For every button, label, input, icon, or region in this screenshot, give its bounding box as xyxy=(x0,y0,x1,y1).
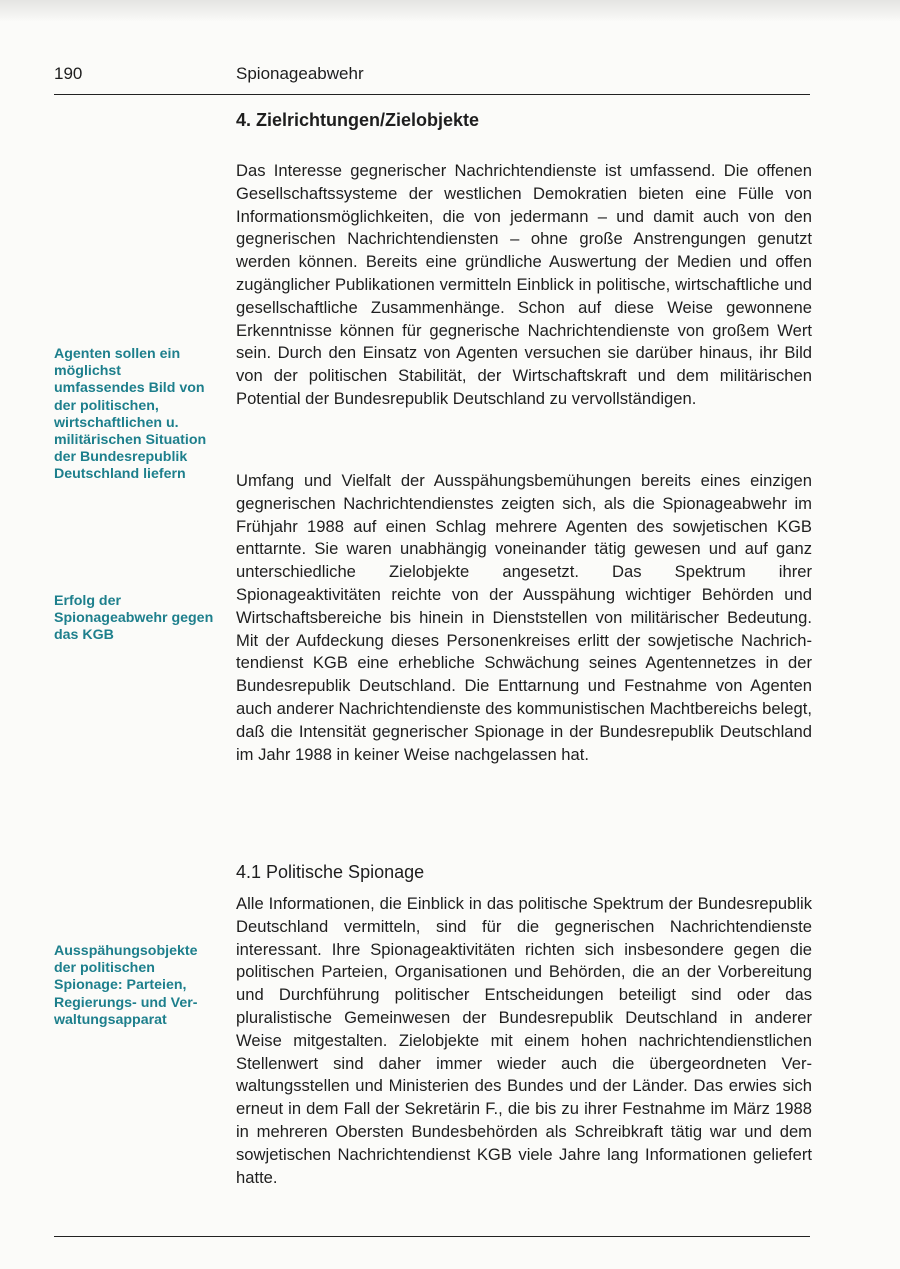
body-paragraph-2: Umfang und Vielfalt der Ausspähungsbemühungen bereits eines einzigen gegnerischen Nachrichtendienstes zeigten sich, als die Spionageabwehr im Frühjahr 1988 auf einen Schlag mehrere Agenten des sowjetischen KGB enttarnte. Sie waren unabhängig voneinander tätig gewesen und auf ganz unterschiedliche Zielobjekte angesetzt. Das Spektrum ihrer Spionageaktivitäten reichte von der Ausspähung wichtiger Behörden und Wirtschaftsbereiche bis hinein in Dienststellen von militärischer Bedeutung. Mit der Aufdeckung dieses Personenkreises erlitt der sowjetische Nachrichtendienst KGB eine erhebliche Schwächung seines Agentennetzes in der Bundesrepublik Deutschland. Die Enttarnung und Festnahme von Agenten auch anderer Nachrichtendienste des kommunistischen Machtbereichs belegt, daß die Intensität gegnerischer Spionage in der Bundesrepublik Deutschland im Jahr 1988 in keiner Weise nachgelassen hat. xyxy=(236,471,812,764)
margin-note-kgb-success: Erfolg der Spionageabwehr gegen das KGB xyxy=(54,593,214,644)
header-rule xyxy=(54,94,810,95)
margin-note-agents: Agenten sollen ein möglichst umfassendes Bild von der politischen, wirtschaftlichen u. militärischen Situation der Bundesrepublik Deutschland liefern xyxy=(54,346,207,483)
margin-note-political-targets: Ausspähungsobjekte der politischen Spionage: Parteien, Regierungs- und Verwaltungsapparat xyxy=(54,943,198,1028)
section-title: 4. Zielrichtungen/Zielobjekte xyxy=(236,110,480,130)
footer-rule xyxy=(54,1236,810,1237)
body-paragraph-3: Alle Informationen, die Einblick in das politische Spektrum der Bundesrepublik Deutschland vermitteln, sind für die gegnerischen Nachrichtendienste interessant. Ihre Spionageaktivitäten richten sich insbesondere gegen die politischen Parteien, Organisationen und Behörden, die an der Vorbereitung und Durchführung politischer Entscheidungen beteiligt sind oder das pluralistische Gemeinwesen der Bundesrepublik Deutschland in anderer Weise mitgestalten. Zielobjekte mit einem hohen nachrichtendienstlichen Stellenwert sind daher immer wieder auch die übergeordneten Verwaltungsstellen und Ministerien des Bundes und der Länder. Das erwies sich erneut in dem Fall der Sekretärin F., die bis zu ihrer Festnahme im März 1988 in mehreren Obersten Bundesbehörden als Schreibkraft tätig war und dem sowjetischen Nachrichtendienst KGB viele Jahre lang Informationen geliefert hatte. xyxy=(236,894,812,1187)
page-number: 190 xyxy=(54,64,83,83)
subsection-title: 4.1 Politische Spionage xyxy=(236,862,425,882)
body-paragraph-1: Das Interesse gegnerischer Nachrichtendienste ist umfassend. Die offenen Gesellschaftssysteme der westlichen Demokratien bieten eine Fülle von Informationsmöglichkeiten, die von jedermann – und damit auch von den gegnerischen Nachrichtendiensten – ohne große Anstrengungen genutzt werden können. Bereits eine gründliche Auswertung der Medien und offen zugänglicher Publikationen vermitteln Einblick in politische, wirtschaftliche und gesellschaftliche Zusammenhänge. Schon auf diese Weise gewonnene Erkenntnisse können für gegnerische Nachrichtendienste von großem Wert sein. Durch den Einsatz von Agenten versuchen sie darüber hinaus, ihr Bild von der politischen Stabilität, der Wirtschaftskraft und dem militärischen Potential der Bundesrepublik Deutschland zu vervollständigen. xyxy=(236,161,812,408)
running-head: Spionageabwehr xyxy=(236,64,364,83)
scan-edge xyxy=(0,0,900,22)
